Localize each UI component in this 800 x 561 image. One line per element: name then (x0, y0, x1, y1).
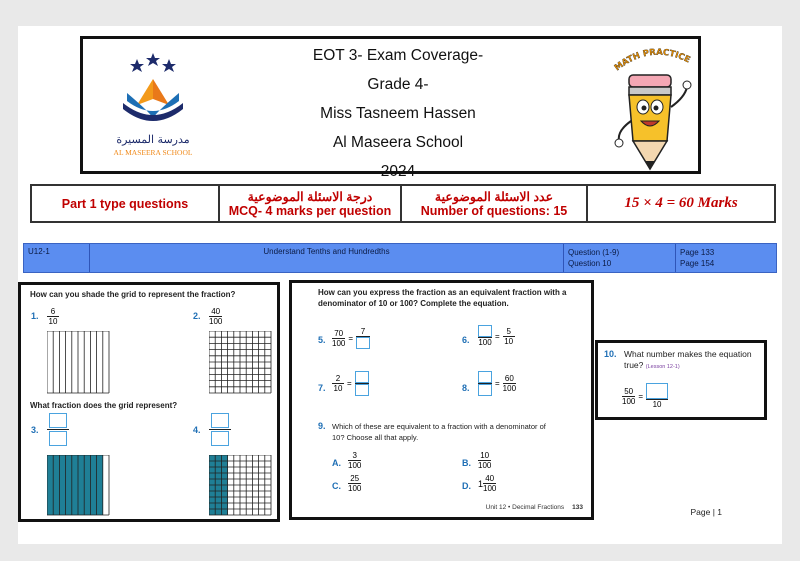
svg-text:AL MASEERA SCHOOL: AL MASEERA SCHOOL (113, 148, 193, 157)
q10-equation: $\frac{50}{100}$ = 10 (622, 383, 668, 409)
header-line-5: 2024 (380, 163, 416, 180)
count-label: Number of questions: 15 (420, 204, 568, 218)
total-marks: 15 × 4 = 60 Marks (624, 195, 738, 211)
q7-number: 7. (318, 383, 326, 393)
q7-answer-box-bottom[interactable] (355, 384, 369, 396)
q7-answer-box-top[interactable] (355, 371, 369, 383)
school-logo (97, 45, 209, 165)
option-d-whole: 1 (478, 478, 484, 489)
q1-tenths-grid (47, 331, 111, 395)
option-d-numerator: 40 (485, 474, 495, 483)
unit-p2: Page 154 (680, 259, 715, 268)
option-a-label[interactable]: A. (332, 458, 341, 468)
q6-result-denominator: 10 (504, 336, 514, 346)
unit-q1: Question (1-9) (568, 248, 620, 257)
book-footer-page: 133 (572, 504, 583, 511)
unit-title: Understand Tenths and Hundredths (90, 244, 564, 272)
q3-shaded-tenths-grid (47, 455, 111, 517)
option-c-denominator: 100 (348, 484, 362, 493)
q4-shaded-hundredths-grid (209, 455, 273, 517)
book-footer-unit: Unit 12 • Decimal Fractions (485, 504, 565, 511)
q10-answer-box[interactable] (646, 383, 668, 399)
header-line-2: Grade 4- (367, 76, 429, 93)
q6-result-numerator: 5 (506, 326, 511, 336)
option-a-numerator: 3 (352, 451, 357, 460)
grid-heading-2: What fraction does the grid represent? (30, 401, 178, 410)
q7-numerator: 2 (335, 374, 341, 383)
q1-denominator: 10 (48, 317, 58, 326)
q10-number: 10. (604, 349, 617, 359)
document-page (18, 26, 782, 544)
q6-number: 6. (462, 335, 470, 345)
option-b-denominator: 100 (478, 461, 492, 470)
q10-denominator: 100 (622, 396, 636, 406)
q10-lesson: (Lesson 12-1) (645, 364, 680, 370)
option-b-fraction (478, 451, 491, 470)
q1-fraction (47, 307, 59, 326)
option-b-label[interactable]: B. (462, 458, 471, 468)
q2-numerator: 40 (211, 307, 221, 316)
q2-fraction (209, 307, 222, 326)
q1-number: 1. (31, 311, 39, 321)
question-10-box (595, 340, 767, 420)
q10-numerator: 50 (624, 386, 634, 396)
marks-info-table (30, 184, 776, 223)
q3-answer-fraction[interactable] (47, 413, 69, 446)
q4-answer-fraction[interactable] (209, 413, 231, 446)
part-label: Part 1 type questions (61, 196, 189, 211)
unit-p1: Page 133 (680, 248, 715, 257)
page-number: Page | 1 (690, 507, 722, 517)
q5-numerator: 70 (334, 328, 344, 338)
option-c-numerator: 25 (350, 474, 360, 483)
option-a-fraction (348, 451, 361, 470)
unit-coverage-bar (23, 243, 777, 273)
grid-heading-1: How can you shade the grid to represent the fraction? (30, 290, 236, 299)
header-box (80, 36, 701, 180)
equivalent-fractions-box (289, 280, 594, 520)
q5-number: 5. (318, 335, 326, 345)
q5-result-numerator: 7 (360, 327, 366, 336)
total-cell (588, 186, 774, 221)
svg-text:MATH PRACTICE: MATH PRACTICE (612, 47, 692, 74)
q9-number: 9. (318, 421, 326, 431)
q2-denominator: 100 (209, 317, 223, 326)
unit-pages (676, 244, 776, 272)
q5-denominator: 100 (332, 338, 346, 348)
q6-equation: 100 = $\frac{5}{10}$ (478, 326, 514, 347)
q5-equation: $\frac{70}{100}$ = 7 (332, 327, 370, 349)
header-line-1: EOT 3- Exam Coverage- (312, 47, 484, 64)
q10-text (624, 349, 764, 373)
grid-questions-box (18, 282, 280, 522)
mcq-label: MCQ- 4 marks per question (228, 204, 392, 218)
option-d-mixed-number (478, 474, 496, 493)
option-b-numerator: 10 (480, 451, 490, 460)
option-c-label[interactable]: C. (332, 481, 341, 491)
count-cell (402, 186, 588, 221)
q8-answer-box-top[interactable] (478, 371, 492, 383)
unit-q2: Question 10 (568, 259, 612, 268)
q2-hundredths-grid (209, 331, 273, 395)
q10-result-denominator: 10 (652, 400, 662, 409)
option-c-fraction (348, 474, 361, 493)
svg-text:مدرسة المسيرة: مدرسة المسيرة (116, 133, 190, 146)
q8-number: 8. (462, 383, 470, 393)
q8-result-numerator: 60 (504, 374, 514, 383)
count-ar-label: عدد الاسئلة الموضوعية (434, 190, 554, 204)
header-line-4: Al Maseera School (332, 134, 464, 151)
q3-number: 3. (31, 425, 39, 435)
option-d-denominator: 100 (483, 484, 497, 493)
q7-equation: $\frac{2}{10}$ = (332, 371, 369, 396)
grade-ar-label: درجة الاسئلة الموضوعية (247, 190, 373, 204)
q8-result-denominator: 100 (502, 384, 517, 393)
q1-numerator: 6 (50, 307, 56, 316)
pencil-mascot-icon (603, 41, 699, 173)
part-cell (32, 186, 220, 221)
q7-denominator: 10 (333, 384, 343, 393)
q8-equation: = $\frac{60}{100}$ (478, 371, 516, 396)
unit-questions (564, 244, 676, 272)
book-footer (486, 504, 583, 511)
mcq-cell (220, 186, 402, 221)
q4-number: 4. (193, 425, 201, 435)
unit-code: U12-1 (24, 244, 90, 272)
q5-answer-box[interactable] (356, 337, 370, 349)
q2-number: 2. (193, 311, 201, 321)
header-line-3: Miss Tasneem Hassen (320, 105, 476, 122)
q8-answer-box-bottom[interactable] (478, 384, 492, 396)
q6-answer-box[interactable] (478, 325, 492, 337)
option-a-denominator: 100 (348, 461, 362, 470)
q9-text: Which of these are equivalent to a fraction with a denominator of 10? Choose all that apply. (332, 422, 546, 442)
middle-heading: How can you express the fraction as an equivalent fraction with a denominator of 10 or 100? Complete the equation. (318, 288, 567, 308)
q10-question: What number makes the equation true? (624, 349, 752, 370)
q6-denominator: 100 (478, 338, 492, 347)
header-title-block (258, 41, 538, 186)
option-d-label[interactable]: D. (462, 481, 471, 491)
